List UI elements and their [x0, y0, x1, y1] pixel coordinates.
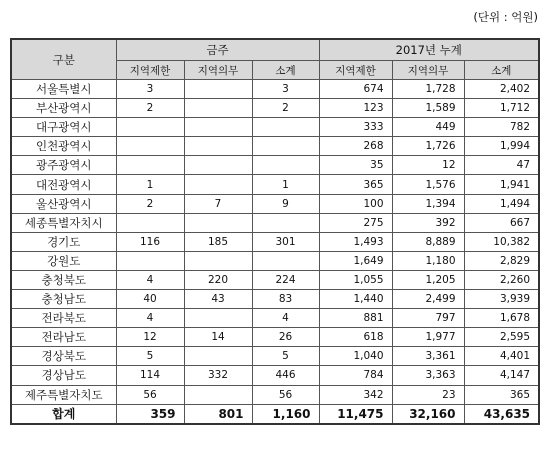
value-cell: 2,260: [464, 270, 539, 289]
table-row: [11, 347, 539, 366]
value-cell: 114: [116, 366, 184, 385]
value-cell: [184, 309, 252, 328]
region-cell: 인천광역시: [11, 137, 116, 156]
region-cell: 충청북도: [11, 270, 116, 289]
value-cell: 1,205: [392, 270, 464, 289]
value-cell: [184, 347, 252, 366]
total-row: [11, 404, 539, 424]
value-cell: 365: [319, 175, 392, 194]
value-cell: 4: [252, 309, 319, 328]
value-cell: 3: [252, 80, 319, 99]
value-cell: [184, 156, 252, 175]
table-row: [11, 290, 539, 309]
col-header: 지역의무: [392, 61, 464, 80]
value-cell: [252, 137, 319, 156]
col-header: 소계: [464, 61, 539, 80]
value-cell: 1,040: [319, 347, 392, 366]
value-cell: 26: [252, 328, 319, 347]
value-cell: 1,678: [464, 309, 539, 328]
value-cell: 1,493: [319, 232, 392, 251]
value-cell: 3,939: [464, 290, 539, 309]
region-cell: 대전광역시: [11, 175, 116, 194]
value-cell: 100: [319, 194, 392, 213]
value-cell: 1,728: [392, 80, 464, 99]
value-cell: 449: [392, 118, 464, 137]
value-cell: 43,635: [464, 404, 539, 424]
value-cell: [184, 213, 252, 232]
value-cell: 1,440: [319, 290, 392, 309]
region-cell: 경상북도: [11, 347, 116, 366]
region-cell: 전라북도: [11, 309, 116, 328]
value-cell: 1,160: [252, 404, 319, 424]
value-cell: 1: [252, 175, 319, 194]
col-header: 소계: [252, 61, 319, 80]
value-cell: [184, 118, 252, 137]
col-header: 지역제한: [116, 61, 184, 80]
table-row: [11, 118, 539, 137]
region-cell: 대구광역시: [11, 118, 116, 137]
region-cell: 부산광역시: [11, 99, 116, 118]
value-cell: 365: [464, 385, 539, 404]
value-cell: 220: [184, 270, 252, 289]
region-cell: 광주광역시: [11, 156, 116, 175]
value-cell: [184, 251, 252, 270]
value-cell: 1,649: [319, 251, 392, 270]
region-cell: 울산광역시: [11, 194, 116, 213]
value-cell: 1,994: [464, 137, 539, 156]
value-cell: [252, 156, 319, 175]
value-cell: 667: [464, 213, 539, 232]
value-cell: 342: [319, 385, 392, 404]
section-header-cumulative: 2017년 누계: [319, 39, 539, 61]
value-cell: 275: [319, 213, 392, 232]
value-cell: 1,055: [319, 270, 392, 289]
region-cell: 전라남도: [11, 328, 116, 347]
value-cell: 801: [184, 404, 252, 424]
value-cell: 2,402: [464, 80, 539, 99]
value-cell: [184, 80, 252, 99]
value-cell: 185: [184, 232, 252, 251]
value-cell: 4: [116, 270, 184, 289]
value-cell: [116, 137, 184, 156]
value-cell: 2: [116, 194, 184, 213]
table-row: [11, 309, 539, 328]
value-cell: 56: [252, 385, 319, 404]
table-row: [11, 385, 539, 404]
value-cell: 1,494: [464, 194, 539, 213]
value-cell: 4,147: [464, 366, 539, 385]
table-row: [11, 366, 539, 385]
value-cell: 40: [116, 290, 184, 309]
value-cell: 9: [252, 194, 319, 213]
value-cell: 2: [252, 99, 319, 118]
value-cell: 392: [392, 213, 464, 232]
table-row: [11, 137, 539, 156]
value-cell: 1,977: [392, 328, 464, 347]
value-cell: 47: [464, 156, 539, 175]
value-cell: [184, 137, 252, 156]
value-cell: [184, 385, 252, 404]
value-cell: 268: [319, 137, 392, 156]
value-cell: 11,475: [319, 404, 392, 424]
table-row: [11, 270, 539, 289]
value-cell: 4: [116, 309, 184, 328]
value-cell: 1,394: [392, 194, 464, 213]
table-body: [11, 80, 539, 424]
value-cell: 7: [184, 194, 252, 213]
value-cell: 1: [116, 175, 184, 194]
region-cell: 세종특별자치시: [11, 213, 116, 232]
total-label: 합계: [11, 404, 116, 424]
value-cell: [116, 118, 184, 137]
group-header: 구분: [11, 39, 116, 80]
region-cell: 제주특별자치도: [11, 385, 116, 404]
table-row: [11, 99, 539, 118]
value-cell: 1,589: [392, 99, 464, 118]
value-cell: [252, 251, 319, 270]
procurement-table: [10, 38, 540, 425]
value-cell: 4,401: [464, 347, 539, 366]
value-cell: [252, 118, 319, 137]
value-cell: 674: [319, 80, 392, 99]
table-row: [11, 232, 539, 251]
value-cell: 3: [116, 80, 184, 99]
value-cell: 301: [252, 232, 319, 251]
value-cell: 2,829: [464, 251, 539, 270]
region-cell: 충청남도: [11, 290, 116, 309]
value-cell: 224: [252, 270, 319, 289]
table-row: [11, 175, 539, 194]
value-cell: 797: [392, 309, 464, 328]
value-cell: 116: [116, 232, 184, 251]
value-cell: 1,180: [392, 251, 464, 270]
value-cell: 5: [116, 347, 184, 366]
value-cell: 618: [319, 328, 392, 347]
table-row: [11, 251, 539, 270]
value-cell: 10,382: [464, 232, 539, 251]
value-cell: 43: [184, 290, 252, 309]
value-cell: 446: [252, 366, 319, 385]
value-cell: 83: [252, 290, 319, 309]
value-cell: [116, 251, 184, 270]
region-cell: 경상남도: [11, 366, 116, 385]
unit-note: (단위 : 억원): [473, 10, 538, 24]
value-cell: 782: [464, 118, 539, 137]
table-row: [11, 156, 539, 175]
value-cell: 123: [319, 99, 392, 118]
value-cell: 784: [319, 366, 392, 385]
value-cell: 1,941: [464, 175, 539, 194]
value-cell: 332: [184, 366, 252, 385]
value-cell: [116, 156, 184, 175]
value-cell: 5: [252, 347, 319, 366]
value-cell: 2: [116, 99, 184, 118]
table-row: [11, 194, 539, 213]
region-cell: 경기도: [11, 232, 116, 251]
value-cell: 1,576: [392, 175, 464, 194]
value-cell: 3,363: [392, 366, 464, 385]
value-cell: 881: [319, 309, 392, 328]
table-row: [11, 328, 539, 347]
value-cell: 56: [116, 385, 184, 404]
value-cell: [252, 213, 319, 232]
value-cell: 3,361: [392, 347, 464, 366]
value-cell: 14: [184, 328, 252, 347]
region-cell: 강원도: [11, 251, 116, 270]
col-header: 지역의무: [184, 61, 252, 80]
table-row: [11, 213, 539, 232]
value-cell: 1,726: [392, 137, 464, 156]
value-cell: 333: [319, 118, 392, 137]
value-cell: [116, 213, 184, 232]
value-cell: 12: [392, 156, 464, 175]
table-row: [11, 80, 539, 99]
value-cell: 2,595: [464, 328, 539, 347]
value-cell: 1,712: [464, 99, 539, 118]
value-cell: 2,499: [392, 290, 464, 309]
value-cell: 8,889: [392, 232, 464, 251]
col-header: 지역제한: [319, 61, 392, 80]
value-cell: 12: [116, 328, 184, 347]
value-cell: 23: [392, 385, 464, 404]
value-cell: 32,160: [392, 404, 464, 424]
region-cell: 서울특별시: [11, 80, 116, 99]
value-cell: 35: [319, 156, 392, 175]
section-header-weekly: 금주: [116, 39, 319, 61]
value-cell: 359: [116, 404, 184, 424]
value-cell: [184, 175, 252, 194]
value-cell: [184, 99, 252, 118]
